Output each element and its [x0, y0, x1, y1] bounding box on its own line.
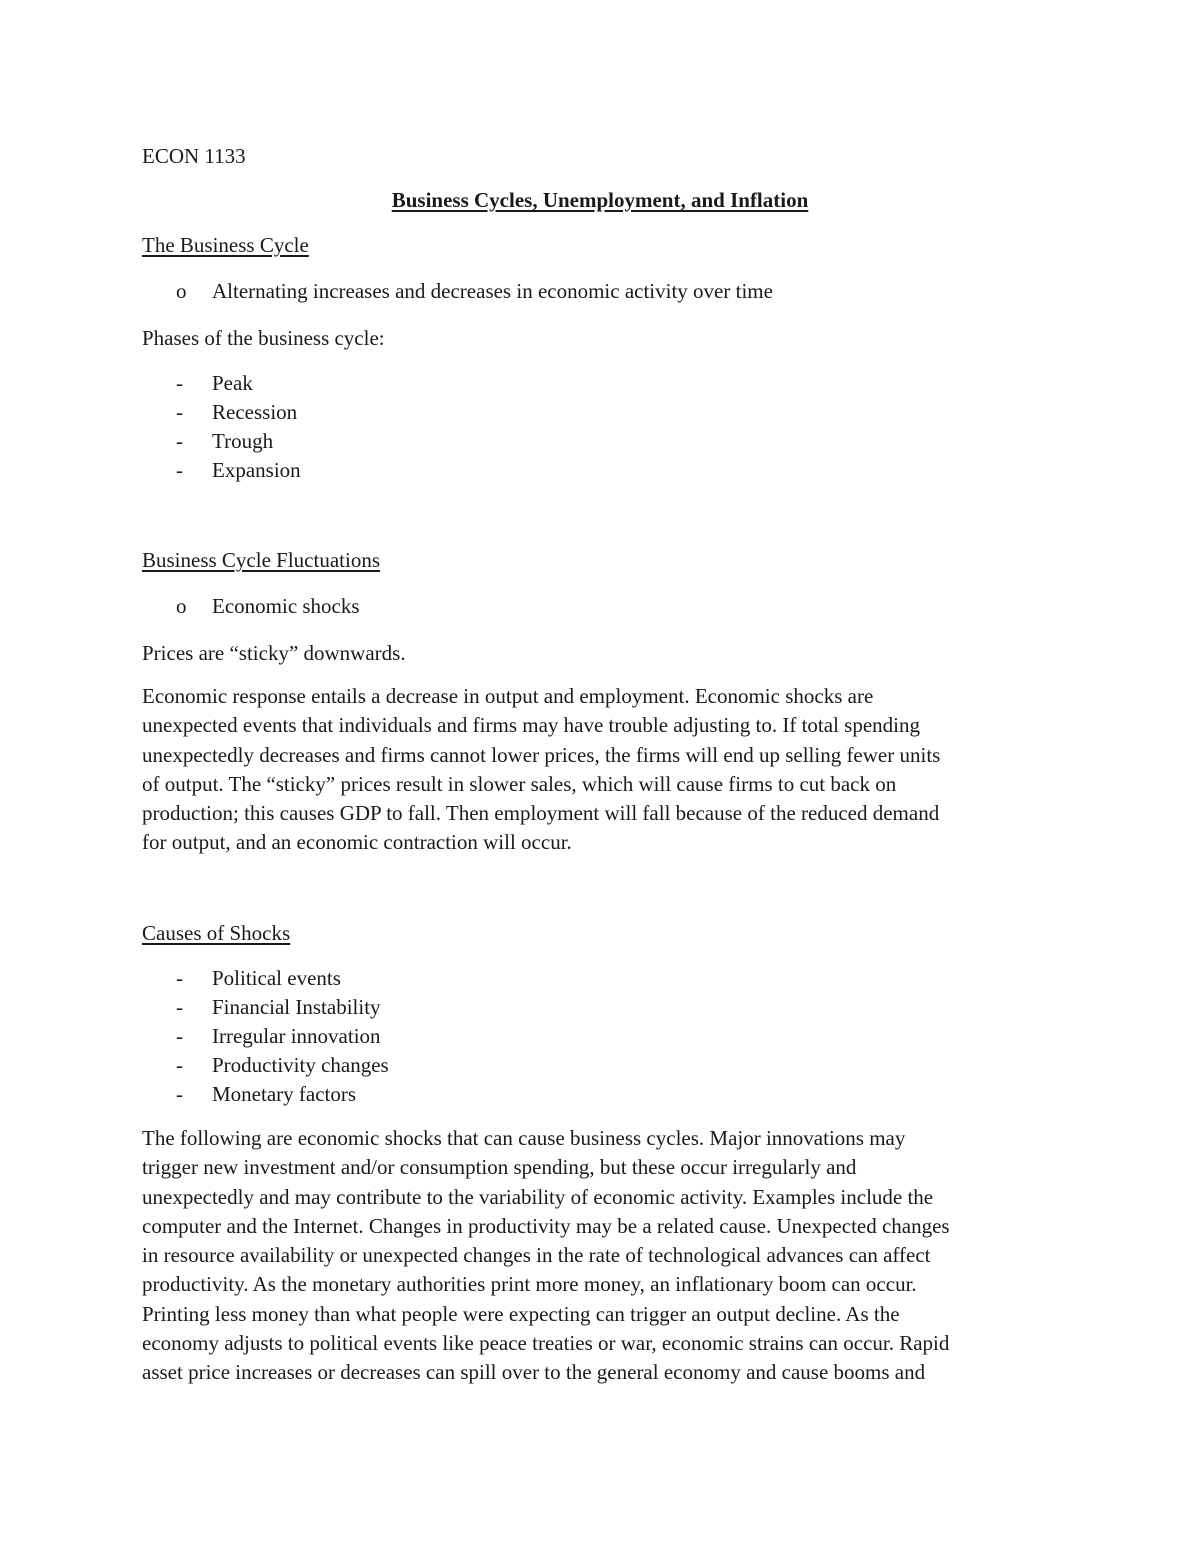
paragraph-line: of output. The “sticky” prices result in slower sales, which will cause firms to cut back on	[142, 771, 897, 796]
paragraph-line: computer and the Internet. Changes in productivity may be a related cause. Unexpected changes	[142, 1213, 950, 1238]
phase-item: Peak	[212, 371, 253, 395]
paragraph-line: in resource availability or unexpected changes in the rate of technological advances can affect	[142, 1243, 931, 1268]
cause-item: Monetary factors	[212, 1082, 357, 1106]
dash-bullet-icon: -	[176, 429, 183, 453]
paragraph-line: for output, and an economic contraction will occur.	[142, 830, 572, 855]
dash-bullet-icon: -	[176, 458, 183, 482]
paragraph-line: economy adjusts to political events like peace treaties or war, economic strains can occur. Rapid	[142, 1331, 950, 1356]
paragraph-line: asset price increases or decreases can spill over to the general economy and cause booms and	[142, 1360, 926, 1385]
section-heading-causes: Causes of Shocks	[142, 921, 291, 945]
section-heading-fluctuations: Business Cycle Fluctuations	[142, 548, 380, 572]
paragraph-line: production; this causes GDP to fall. Then employment will fall because of the reduced demand	[142, 801, 940, 826]
circle-bullet-icon: o	[176, 594, 187, 618]
phases-label: Phases of the business cycle:	[142, 326, 385, 350]
dash-bullet-icon: -	[176, 995, 183, 1019]
paragraph-line: Economic response entails a decrease in output and employment. Economic shocks are	[142, 684, 874, 708]
dash-bullet-icon: -	[176, 400, 183, 424]
economic-shocks-item: Economic shocks	[212, 594, 360, 618]
dash-bullet-icon: -	[176, 371, 183, 395]
paragraph-line: unexpectedly decreases and firms cannot lower prices, the firms will end up selling fewer units	[142, 742, 941, 767]
dash-bullet-icon: -	[176, 1024, 183, 1048]
paragraph-line: Printing less money than what people were expecting can trigger an output decline. As the	[142, 1301, 900, 1326]
cause-item: Productivity changes	[212, 1053, 389, 1077]
paragraph-line: productivity. As the monetary authorities print more money, an inflationary boom can occur.	[142, 1272, 917, 1297]
sticky-prices-statement: Prices are “sticky” downwards.	[142, 641, 406, 665]
course-code: ECON 1133	[142, 144, 246, 168]
business-cycle-definition: Alternating increases and decreases in economic activity over time	[212, 279, 773, 303]
section-heading-business-cycle: The Business Cycle	[142, 233, 309, 257]
document-title: Business Cycles, Unemployment, and Inflation	[391, 188, 809, 212]
fluctuations-paragraph	[142, 682, 1062, 858]
causes-paragraph	[142, 1124, 1062, 1388]
cause-item: Financial Instability	[212, 995, 381, 1019]
cause-item: Political events	[212, 966, 341, 990]
cause-item: Irregular innovation	[212, 1024, 381, 1048]
dash-bullet-icon: -	[176, 1082, 183, 1106]
paragraph-line: The following are economic shocks that can cause business cycles. Major innovations may	[142, 1126, 906, 1150]
paragraph-line: trigger new investment and/or consumption spending, but these occur irregularly and	[142, 1155, 857, 1180]
phase-item: Trough	[212, 429, 274, 453]
paragraph-line: unexpectedly and may contribute to the variability of economic activity. Examples include the	[142, 1184, 934, 1209]
circle-bullet-icon: o	[176, 279, 187, 303]
phase-item: Expansion	[212, 458, 301, 482]
dash-bullet-icon: -	[176, 966, 183, 990]
phase-item: Recession	[212, 400, 298, 424]
paragraph-line: unexpected events that individuals and firms may have trouble adjusting to. If total spending	[142, 713, 920, 738]
dash-bullet-icon: -	[176, 1053, 183, 1077]
